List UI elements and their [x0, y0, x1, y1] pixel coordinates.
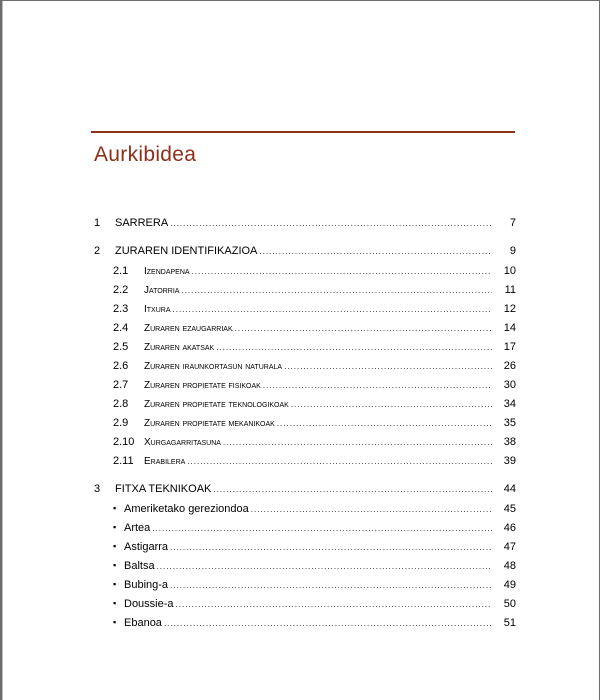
toc-page-number: 49	[503, 579, 516, 591]
toc-number: 2	[94, 245, 101, 257]
toc-label: Doussie-a	[124, 598, 174, 610]
toc-entry-fitxa-7[interactable]	[113, 617, 516, 631]
toc-leader-dots	[263, 381, 492, 390]
bullet-icon: ▪	[113, 617, 117, 627]
toc-entry-2-4[interactable]	[113, 322, 516, 336]
toc-page-number: 14	[503, 322, 516, 334]
toc-leader-dots	[170, 543, 492, 552]
toc-number: 2.8	[113, 398, 129, 410]
toc-page-number: 7	[509, 217, 516, 229]
toc-label: Zuraren propietate fisikoak	[144, 380, 261, 391]
toc-leader-dots	[259, 247, 492, 256]
toc-number: 2.4	[113, 322, 129, 334]
toc-label: Astigarra	[124, 541, 169, 553]
toc-page-number: 11	[504, 284, 516, 296]
toc-leader-dots	[170, 219, 492, 228]
toc-number: 2.1	[113, 265, 129, 277]
title-rule	[91, 131, 515, 133]
toc-page-number: 45	[503, 503, 516, 515]
toc-label: SARRERA	[115, 217, 169, 229]
bullet-icon: ▪	[113, 522, 117, 532]
toc-leader-dots	[181, 286, 492, 295]
toc-entry-fitxa-1[interactable]	[113, 503, 516, 517]
bullet-icon: ▪	[113, 579, 117, 589]
toc-leader-dots	[170, 581, 492, 590]
toc-leader-dots	[213, 485, 492, 494]
toc-page-number: 10	[503, 265, 516, 277]
bullet-icon: ▪	[113, 503, 117, 513]
bullet-icon: ▪	[113, 560, 117, 570]
toc-entry-fitxa-3[interactable]	[113, 541, 516, 555]
toc-page-number: 51	[503, 617, 516, 629]
toc-leader-dots	[164, 619, 492, 628]
toc-page-number: 26	[503, 360, 516, 372]
toc-leader-dots	[251, 505, 492, 514]
toc-page-number: 9	[509, 245, 516, 257]
toc-number: 1	[94, 217, 101, 229]
toc-page-number: 50	[503, 598, 516, 610]
toc-entry-2-8[interactable]	[113, 398, 516, 412]
toc-label: Bubing-a	[124, 579, 169, 591]
document-page	[2, 1, 599, 700]
toc-page-number: 12	[503, 303, 516, 315]
toc-page-number: 39	[503, 455, 516, 467]
toc-entry-fitxa-2[interactable]	[113, 522, 516, 536]
toc-page-number: 30	[503, 379, 516, 391]
toc-leader-dots	[173, 305, 492, 314]
toc-entry-section-2[interactable]	[94, 245, 516, 259]
toc-number: 2.11	[113, 455, 134, 467]
toc-label: ZURAREN IDENTIFIKAZIOA	[115, 245, 258, 257]
toc-entry-2-5[interactable]	[113, 341, 516, 355]
toc-entry-fitxa-5[interactable]	[113, 579, 516, 593]
toc-label: Izendapena	[144, 266, 190, 277]
toc-entry-section-1[interactable]	[94, 217, 516, 231]
toc-entry-2-3[interactable]	[113, 303, 516, 317]
bullet-icon: ▪	[113, 598, 117, 608]
toc-number: 2.3	[113, 303, 129, 315]
toc-leader-dots	[291, 400, 492, 409]
toc-page-number: 38	[503, 436, 516, 448]
toc-entry-section-3[interactable]	[94, 483, 516, 497]
toc-label: Zuraren propietate mekanikoak	[144, 418, 275, 429]
toc-number: 2.5	[113, 341, 129, 353]
toc-number: 2.2	[113, 284, 129, 296]
toc-number: 2.9	[113, 417, 129, 429]
toc-leader-dots	[216, 343, 492, 352]
toc-label: Zuraren propietate teknologikoak	[144, 399, 289, 410]
toc-number: 2.6	[113, 360, 129, 372]
toc-leader-dots	[277, 419, 492, 428]
toc-leader-dots	[176, 600, 492, 609]
toc-page-number: 46	[503, 522, 516, 534]
toc-leader-dots	[223, 438, 492, 447]
toc-label: Ebanoa	[124, 617, 162, 629]
toc-entry-fitxa-4[interactable]	[113, 560, 516, 574]
toc-page-number: 34	[503, 398, 516, 410]
toc-leader-dots	[284, 362, 492, 371]
toc-leader-dots	[152, 524, 492, 533]
toc-entry-2-11[interactable]	[113, 455, 516, 469]
toc-number: 2.7	[113, 379, 129, 391]
toc-entry-2-6[interactable]	[113, 360, 516, 374]
toc-entry-2-10[interactable]	[113, 436, 516, 450]
bullet-icon: ▪	[113, 541, 117, 551]
toc-entry-fitxa-6[interactable]	[113, 598, 516, 612]
toc-label: Artea	[124, 522, 151, 534]
toc-number: 3	[94, 483, 101, 495]
toc-page-number: 17	[503, 341, 516, 353]
toc-label: Zuraren ezaugarriak	[144, 323, 233, 334]
toc-page-number: 47	[503, 541, 516, 553]
toc-label: Erabilera	[144, 456, 186, 467]
toc-label: Zuraren akatsak	[144, 342, 215, 353]
toc-label: FITXA TEKNIKOAK	[115, 483, 212, 495]
toc-label: Baltsa	[124, 560, 155, 572]
toc-leader-dots	[235, 324, 492, 333]
toc-leader-dots	[192, 267, 492, 276]
toc-leader-dots	[187, 457, 492, 466]
toc-entry-2-9[interactable]	[113, 417, 516, 431]
toc-leader-dots	[157, 562, 492, 571]
page-title: Aurkibidea	[94, 143, 197, 166]
toc-label: Itxura	[144, 304, 171, 315]
toc-entry-2-2[interactable]	[113, 284, 516, 298]
toc-label: Ameriketako gereziondoa	[124, 503, 249, 515]
toc-page-number: 44	[503, 483, 516, 495]
toc-page-number: 35	[503, 417, 516, 429]
toc-label: Zuraren iraunkortasun naturala	[144, 361, 283, 372]
toc-page-number: 48	[503, 560, 516, 572]
toc-label: Jatorria	[144, 285, 180, 296]
toc-label: Xurgagarritasuna	[144, 437, 221, 448]
toc-entry-2-1[interactable]	[113, 265, 516, 279]
toc-number: 2.10	[113, 436, 135, 448]
toc-entry-2-7[interactable]	[113, 379, 516, 393]
